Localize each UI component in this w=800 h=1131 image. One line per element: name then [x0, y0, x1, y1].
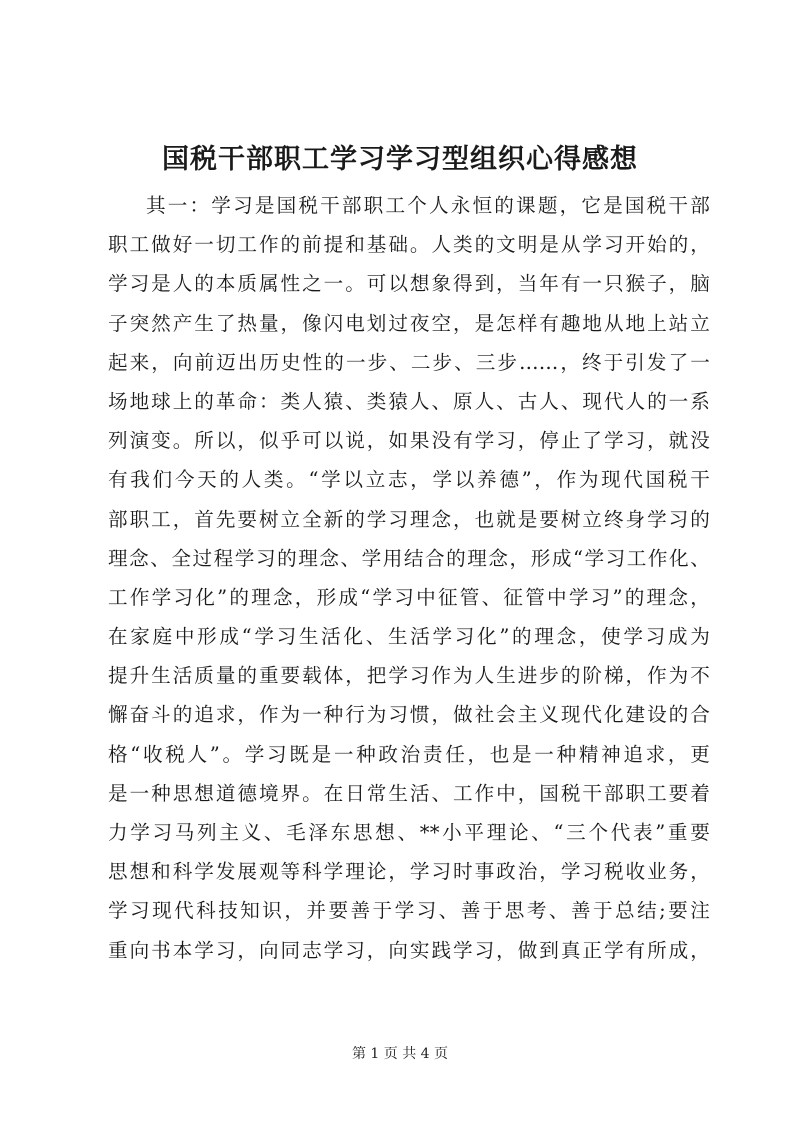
body-line: 思想和科学发展观等科学理论，学习时事政治，学习税收业务， [108, 860, 710, 884]
body-line: 在家庭中形成“学习生活化、生活学习化”的理念，使学习成为 [108, 625, 710, 649]
body-line: 场地球上的革命：类人猿、类猿人、原人、古人、现代人的一系 [108, 389, 710, 413]
body-line: 子突然产生了热量，像闪电划过夜空，是怎样有趣地从地上站立 [108, 311, 710, 335]
body-line: 职工做好一切工作的前提和基础。人类的文明是从学习开始的， [108, 233, 710, 257]
body-line: 是一种思想道德境界。在日常生活、工作中，国税干部职工要着 [108, 781, 710, 805]
body-line: 重向书本学习，向同志学习，向实践学习，做到真正学有所成， [108, 938, 710, 962]
document-body [108, 186, 710, 970]
body-line: 有我们今天的人类。“学以立志，学以养德”，作为现代国税干 [108, 468, 710, 492]
body-line: 工作学习化”的理念，形成“学习中征管、征管中学习”的理念， [108, 585, 710, 609]
body-line: 学习现代科技知识，并要善于学习、善于思考、善于总结;要注 [108, 899, 710, 923]
body-line: 其一：学习是国税干部职工个人永恒的课题，它是国税干部 [146, 194, 710, 217]
body-line: 提升生活质量的重要载体，把学习作为人生进步的阶梯，作为不 [108, 664, 710, 688]
body-line: 力学习马列主义、毛泽东思想、**小平理论、“三个代表”重要 [108, 821, 710, 844]
body-line: 起来，向前迈出历史性的一步、二步、三步……，终于引发了一 [108, 350, 710, 374]
body-line: 部职工，首先要树立全新的学习理念，也就是要树立终身学习的 [108, 507, 710, 531]
body-line: 列演变。所以，似乎可以说，如果没有学习，停止了学习，就没 [108, 429, 710, 453]
page-number-footer: 第 1 页 共 4 页 [351, 1046, 449, 1062]
body-line: 学习是人的本质属性之一。可以想象得到，当年有一只猴子，脑 [108, 272, 710, 296]
document-title: 国税干部职工学习学习型组织心得感想 [162, 144, 638, 175]
body-line: 懈奋斗的追求，作为一种行为习惯，做社会主义现代化建设的合 [108, 703, 710, 727]
body-line: 理念、全过程学习的理念、学用结合的理念，形成“学习工作化、 [108, 546, 710, 570]
body-line: 格“收税人”。学习既是一种政治责任，也是一种精神追求，更 [108, 742, 710, 766]
